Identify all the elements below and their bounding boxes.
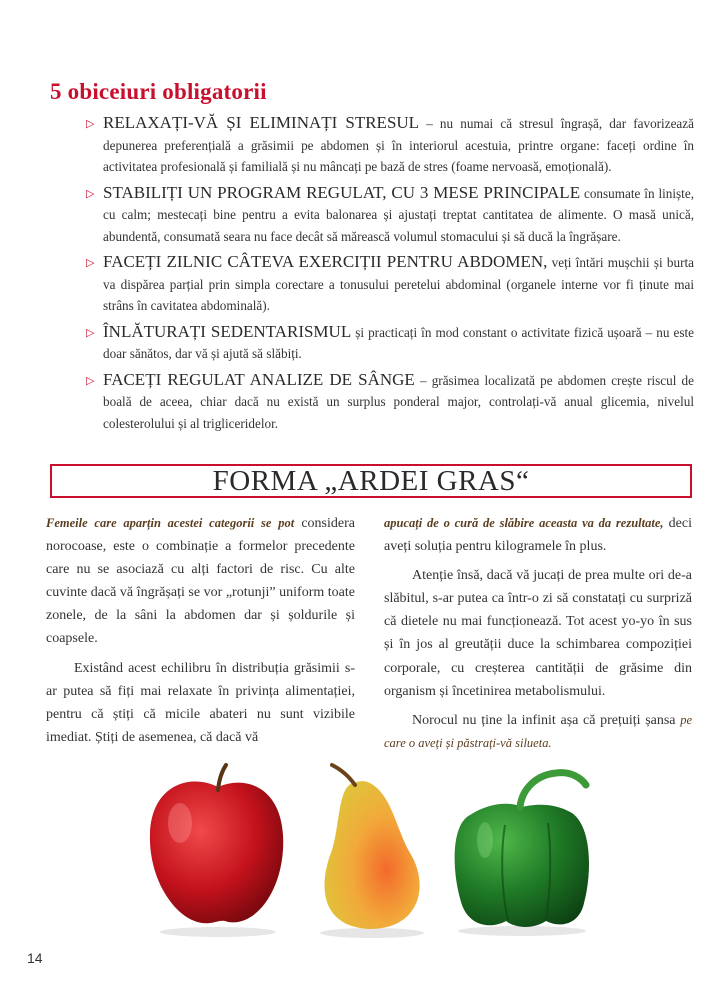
article-title-banner <box>50 464 692 498</box>
habit-text: veți întări mușchii și burta va dispărea parțial prin simpla corectare a tonusului peretelui abdominal (organele interne vor fi ținute mai strâns în cavitatea abdominală). <box>103 255 694 313</box>
article-column-left <box>46 512 355 749</box>
habit-item <box>86 321 694 365</box>
article-title: FORMA „ARDEI GRAS“ <box>212 464 530 497</box>
paragraph-text: considera norocoase, este o combinație a formelor precedente care nu se asociază cu alți factori de risc. Cu alte cuvinte dacă vă îngrășați se vor „rotunji” uniform toate zonele, de la sâni la abdomen dar și șoldurile și coapsele. <box>46 516 355 647</box>
section-title: 5 obiceiuri obligatorii <box>50 79 267 104</box>
paragraph-text: deci aveți soluția pentru kilogramele în plus. <box>384 516 692 555</box>
article-paragraph <box>384 709 692 755</box>
triangle-bullet-icon: ▷ <box>86 373 95 387</box>
paragraph-text: Norocul nu ține la infinit așa că prețuiți șansa <box>412 712 681 728</box>
lead-text: apucați de o cură de slăbire aceasta va da rezultate, <box>384 516 664 530</box>
article-paragraph <box>384 512 692 558</box>
produce-illustration <box>0 755 713 945</box>
habit-title: FACEȚI REGULAT ANALIZE DE SÂNGE <box>103 369 415 389</box>
habit-title: RELAXAȚI-VĂ ȘI ELIMINAȚI STRESUL <box>103 113 420 132</box>
pear-icon <box>320 765 424 938</box>
article-column-right <box>384 512 692 755</box>
habits-list <box>86 112 694 438</box>
habit-title: ÎNLĂTURAȚI SEDENTARISMUL <box>103 321 352 341</box>
habit-text: consumate în liniște, cu calm; mestecați bine pentru a evita balonarea și ajustați treptat cantitatea de alimente. O masă unică, abundentă, consumată seara nu face decât să mărească volumul stomacului și să ducă la îngrășare. <box>103 185 694 244</box>
habit-title: STABILIȚI UN PROGRAM REGULAT, CU 3 MESE PRINCIPALE <box>103 182 581 202</box>
habit-title: FACEȚI ZILNIC CÂTEVA EXERCIȚII PENTRU ABDOMEN, <box>103 252 548 271</box>
habit-item <box>86 112 694 178</box>
habit-item <box>86 251 694 317</box>
habit-text: și practicați în mod constant o activitate fizică ușoară – nu este doar sănătos, dar vă și ajută să slăbiți. <box>103 324 694 361</box>
triangle-bullet-icon: ▷ <box>86 186 95 200</box>
triangle-bullet-icon: ▷ <box>86 117 95 130</box>
triangle-bullet-icon: ▷ <box>86 256 95 269</box>
article-paragraph <box>46 512 355 651</box>
bell-pepper-icon <box>455 773 589 936</box>
lead-text: Femeile care aparțin acestei categorii se pot <box>46 516 295 530</box>
article-paragraph: Existând acest echilibru în distribuția grăsimii s-ar putea să fiți mai relaxate în privința alimentației, pentru că știți că micile abateri nu sunt vizibile imediat. Știți de asemenea, că dacă vă <box>46 660 355 745</box>
habit-text: – nu numai că stresul îngrașă, dar favorizează depunerea preferențială a grăsimii pe abdomen și în interiorul acestuia, printre organe: faceți ordine în activitatea profesională și familială și nu mâncați pe bază de stres (foame nervoasă, emoțională). <box>103 116 694 174</box>
triangle-bullet-icon: ▷ <box>86 325 95 339</box>
apple-icon <box>150 765 283 937</box>
article-paragraph: Atenție însă, dacă vă jucați de prea multe ori de-a slăbitul, s-ar putea ca într-o zi să constatați cu surpriză că dietele nu mai funcționează. Tot acest yo-yo în sus și în jos al greutății duce la schimbarea compoziției corporale, cu creșterea cantității de grăsime din organism și încetinirea metabolismului. <box>384 568 692 699</box>
habit-item <box>86 369 694 435</box>
tail-text: pe care o aveți și păstrați-vă silueta. <box>384 712 692 750</box>
habit-item <box>86 182 694 248</box>
page-number: 14 <box>27 950 43 966</box>
habit-text: – grăsimea localizată pe abdomen crește riscul de boală de aceea, chiar dacă nu există un surplus ponderal major, controlați-vă anual glicemia, nivelul colesterolului și al trigliceridelor. <box>103 372 694 431</box>
